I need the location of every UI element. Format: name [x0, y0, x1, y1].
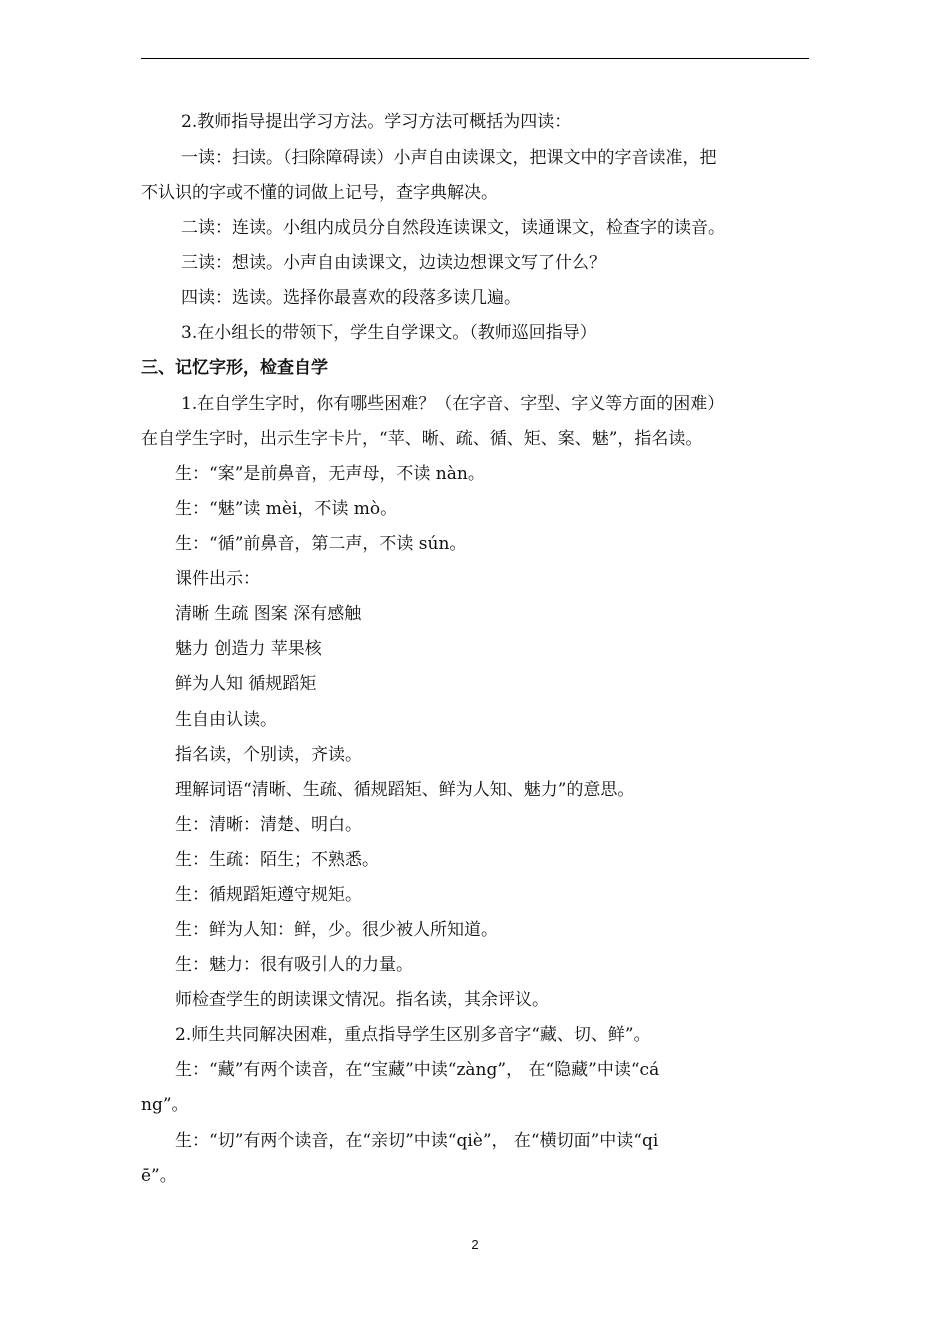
text-line: 生：循规蹈矩遵守规矩。 [175, 885, 362, 905]
text-line: 生：清晰：清楚、明白。 [175, 815, 362, 835]
text-line: 课件出示： [175, 569, 260, 589]
text-line: 清晰 生疏 图案 深有感触 [175, 604, 362, 624]
text-line: 二读：连读。小组内成员分自然段连读课文，读通课文，检查字的读音。 [181, 218, 725, 238]
text-line: 生：“案”是前鼻音，无声母，不读 nàn。 [175, 464, 485, 484]
text-line: 理解词语“清晰、生疏、循规蹈矩、鲜为人知、魅力”的意思。 [175, 780, 635, 800]
text-line: ē”。 [141, 1166, 177, 1186]
text-line: 2.教师指导提出学习方法。学习方法可概括为四读： [181, 112, 572, 132]
text-line: 生：鲜为人知：鲜，少。很少被人所知道。 [175, 920, 498, 940]
text-line: 不认识的字或不懂的词做上记号，查字典解决。 [141, 183, 498, 203]
text-line: 生：“魅”读 mèi，不读 mò。 [175, 499, 398, 519]
text-line: 生：“藏”有两个读音，在“宝藏”中读“zàng”， 在“隐藏”中读“cá [175, 1060, 660, 1080]
text-line: 1.在自学生字时，你有哪些困难？（在字音、字型、字义等方面的困难） [181, 394, 725, 414]
section-heading: 三、记忆字形，检查自学 [141, 358, 328, 378]
text-line: 生：生疏：陌生；不熟悉。 [175, 850, 379, 870]
header-rule [141, 58, 809, 59]
page-number: 2 [471, 1237, 479, 1252]
text-line: 生自由认读。 [175, 710, 277, 730]
text-line: 生：“循”前鼻音，第二声，不读 sún。 [175, 534, 467, 554]
text-line: 2.师生共同解决困难，重点指导学生区别多音字“藏、切、鲜”。 [175, 1025, 651, 1045]
text-line: 3.在小组长的带领下，学生自学课文。（教师巡回指导） [181, 323, 597, 343]
text-line: 生：魅力：很有吸引人的力量。 [175, 955, 413, 975]
text-line: 在自学生字时，出示生字卡片，“苹、晰、疏、循、矩、案、魅”，指名读。 [141, 429, 703, 449]
text-line: 三读：想读。小声自由读课文，边读边想课文写了什么？ [181, 253, 606, 273]
text-line: 生：“切”有两个读音，在“亲切”中读“qiè”， 在“横切面”中读“qi [175, 1131, 659, 1151]
text-line: ng”。 [141, 1095, 189, 1115]
text-line: 指名读，个别读，齐读。 [175, 745, 362, 765]
text-line: 鲜为人知 循规蹈矩 [175, 674, 317, 694]
text-line: 四读：选读。选择你最喜欢的段落多读几遍。 [181, 288, 521, 308]
text-line: 师检查学生的朗读课文情况。指名读，其余评议。 [175, 990, 549, 1010]
text-line: 魅力 创造力 苹果核 [175, 639, 322, 659]
text-line: 一读：扫读。（扫除障碍读）小声自由读课文，把课文中的字音读准，把 [181, 148, 717, 168]
